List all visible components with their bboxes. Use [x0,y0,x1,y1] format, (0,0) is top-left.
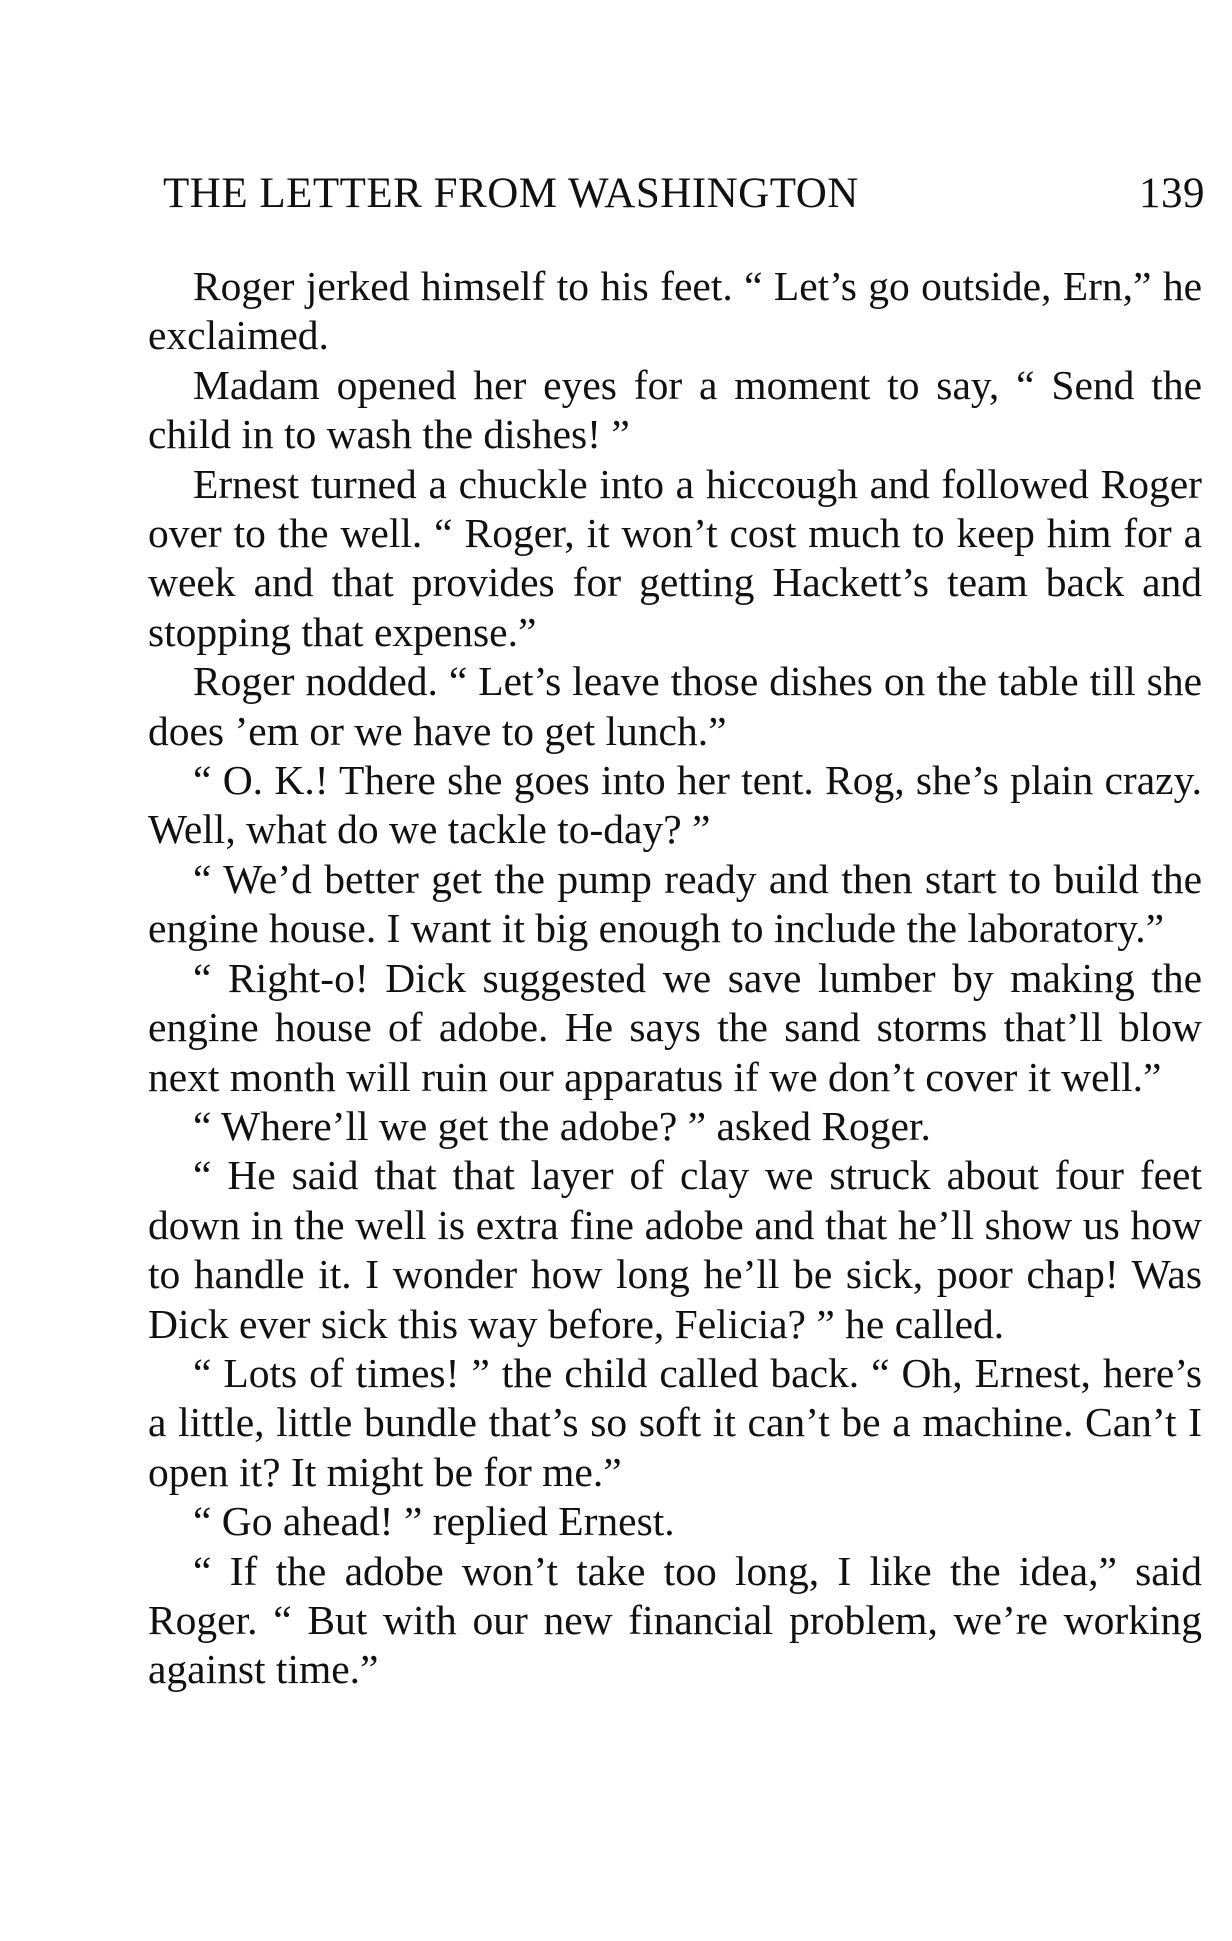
paragraph: Ernest turned a chuckle into a hiccough and followed Roger over to the well. “ Roger, it won’t cost much to keep him for a week and that provides for getting Hackett’s team back and stopping that expense.” [148,460,1202,655]
paragraph: “ Go ahead! ” replied Ernest. [193,1498,675,1545]
page-number: 139 [1139,170,1205,217]
paragraph: “ Right-o! Dick suggested we save lumber by making the engine house of adobe. He says the sand storms that’ll blow next month will ruin our apparatus if we don’t cover it well.” [148,954,1202,1100]
paragraph: “ Lots of times! ” the child called back. “ Oh, Ernest, here’s a little, little bundle that’s so soft it can’t be a machine. Can’t I open it? It might be for me.” [148,1349,1202,1495]
paragraph: “ We’d better get the pump ready and then start to build the engine house. I want it big enough to include the laboratory.” [148,855,1202,952]
paragraph: “ Where’ll we get the adobe? ” asked Roger. [193,1102,931,1149]
running-title: THE LETTER FROM WASHINGTON [163,170,859,217]
paragraph: Roger nodded. “ Let’s leave those dishes on the table till she does ’em or we have to get lunch.” [148,658,1202,754]
paragraph: Roger jerked himself to his feet. “ Let’s go outside, Ern,” he exclaimed. [148,263,1202,359]
paragraph: Madam opened her eyes for a moment to say, “ Send the child in to wash the dishes! ” [148,361,1202,458]
paragraph: “ O. K.! There she goes into her tent. Rog, she’s plain crazy. Well, what do we tackle to-day? ” [148,757,1202,853]
paragraph: “ He said that that layer of clay we struck about four feet down in the well is extra fine adobe and that he’ll show us how to handle it. I wonder how long he’ll be sick, poor chap! Was Dick ever sick this way before, Felicia? ” he called. [148,1152,1202,1347]
paragraph: “ If the adobe won’t take too long, I like the idea,” said Roger. “ But with our new financial problem, we’re working against time.” [148,1547,1202,1693]
running-head [163,164,1205,224]
body-text [148,262,1202,1695]
